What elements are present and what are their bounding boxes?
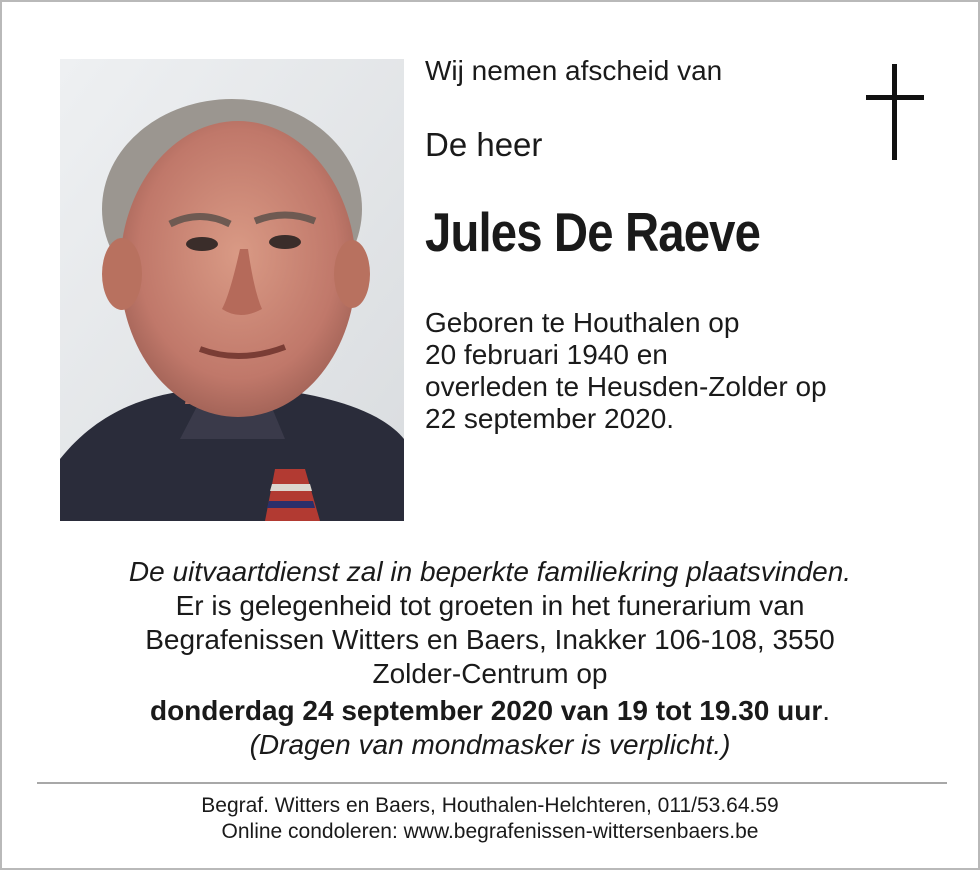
honorific: De heer [425,126,543,163]
divider [37,782,947,784]
cross-icon [866,64,924,160]
portrait-photo [60,59,404,521]
intro-text: Wij nemen afscheid van [425,55,723,86]
deceased-name: Jules De Raeve [425,201,761,263]
portrait-illustration [60,59,404,521]
service-notice: De uitvaartdienst zal in beperkte familiekring plaatsvinden. [128,556,852,587]
viewing-date [42,694,938,728]
viewing-date-end: . [822,695,831,726]
online-condolences: Online condoleren: www.begrafenissen-wittersenbaers.be [221,820,759,843]
funeral-home-address: Begrafenissen Witters en Baers, Inakker 106-108, 3550 [145,624,835,655]
viewing-date-bold: donderdag 24 september 2020 van 19 tot 19.30 uur [149,695,823,726]
funeral-home-contact: Begraf. Witters en Baers, Houthalen-Helchteren, 011/53.64.59 [201,794,779,817]
bio-text [425,307,827,435]
location-line: Zolder-Centrum op [372,658,608,689]
bio-line: Geboren te Houthalen op [425,307,740,338]
viewing-line: Er is gelegenheid tot groeten in het funerarium van [175,590,805,621]
mask-notice: (Dragen van mondmasker is verplicht.) [249,729,731,760]
bio-line: overleden te Heusden-Zolder op [425,371,827,402]
bio-line: 22 september 2020. [425,403,675,434]
bio-line: 20 februari 1940 en [425,339,668,370]
